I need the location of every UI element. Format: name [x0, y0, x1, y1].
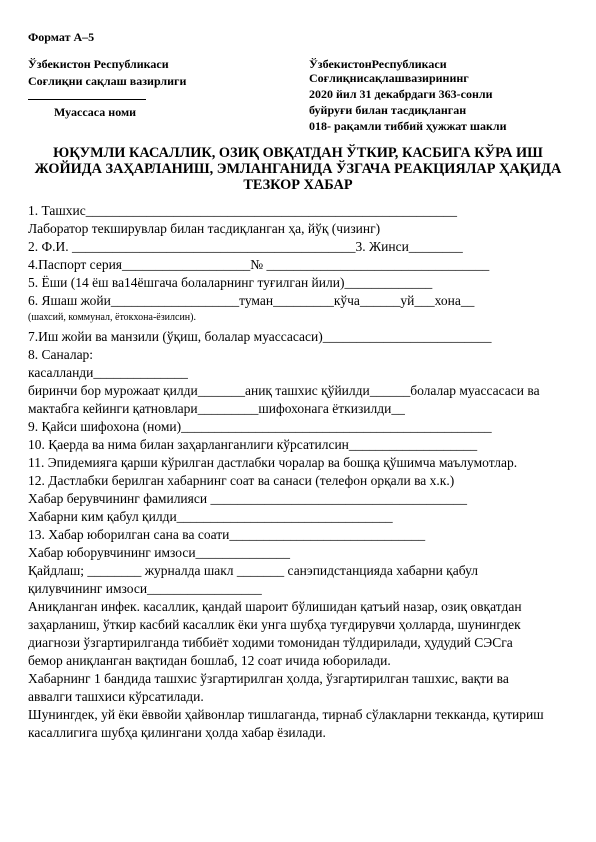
field-received-by: Хабарни ким қабул қилди________________________________ — [28, 509, 393, 524]
note-line4: бемор аниқланган вақтидан бошлаб, 12 соат ичида юборилади. — [28, 653, 391, 668]
note-line6: аввалги ташхиси кўрсатилади. — [28, 689, 204, 704]
right-header-line5: 018- рақамли тиббий ҳужжат шакли — [309, 119, 507, 133]
field-diagnosis: 1. Ташхис_______________________________________________________ — [28, 203, 458, 218]
field-sender-signature: Хабар юборувчининг имзоси______________ — [28, 545, 291, 560]
field-passport: 4.Паспорт серия___________________№ _________________________________ — [28, 257, 490, 272]
field-receiver-signature: қилувчининг имзоси_________________ — [28, 581, 262, 596]
field-registration: Қайдлаш; ________ журналда шакл _______ санэпидстанцияда хабарни қабул — [28, 563, 478, 578]
document-title-line3: ТЕЗКОР ХАБАР — [243, 177, 353, 193]
field-age: 5. Ёши (14 ёш ва14ёшгача болаларнинг туғилган йили)_____________ — [28, 275, 433, 290]
field-reporter-surname: Хабар берувчининг фамилияси ______________________________________ — [28, 491, 467, 506]
left-header-line2: Соғлиқни сақлаш вазирлиги — [28, 74, 187, 88]
note-line5: Хабарнинг 1 бандида ташхис ўзгартирилган ҳолда, ўзгартирилган ташхис, вақти ва — [28, 671, 509, 686]
field-poisoning: 10. Қаерда ва нима билан заҳарланганлиги кўрсатилсин___________________ — [28, 437, 478, 452]
field-dates: 8. Саналар: — [28, 347, 94, 362]
field-hospital: 9. Қайси шифохона (номи)______________________________________________ — [28, 419, 492, 434]
right-header-line2: Соғлиқнисақлашвазирининг — [309, 71, 469, 85]
field-first-visit: биринчи бор мурожаат қилди_______аниқ ташхис қўйилди______болалар муассасаси ва — [28, 383, 540, 398]
field-lab-confirmed: Лаборатор текширувлар билан тасдиқланган ҳа, йўқ (чизинг) — [28, 221, 381, 236]
note-line7: Шунингдек, уй ёки ёввойи ҳайвонлар тишлаганда, тирнаб сўлакларни текканда, қутириш — [28, 707, 544, 722]
note-line8: касаллигига шубҳа қилингани ҳолда хабар ёзилади. — [28, 725, 326, 740]
right-header-line1: ЎзбекистонРеспубликаси — [309, 57, 447, 71]
left-header-line1: Ўзбекистон Республикаси — [28, 57, 169, 71]
field-residence-note: (шахсий, коммунал, ётокхона-ёзилсин). — [28, 312, 196, 323]
field-school-attendance: мактабга кейинги қатновлари_________шифохонага ёткизилди__ — [28, 401, 405, 416]
format-label: Формат А–5 — [28, 30, 95, 44]
institution-name-label: Муассаса номи — [54, 105, 137, 119]
field-residence: 6. Яшаш жойи___________________туман_________кўча______уй___хона__ — [28, 293, 475, 308]
field-initial-report: 12. Дастлабки берилган хабарнинг соат ва санаси (телефон орқали ва х.к.) — [28, 473, 455, 488]
field-workplace: 7.Иш жойи ва манзили (ўқиш, болалар муассасаси)_________________________ — [28, 329, 492, 344]
note-line3: диагнози ўзгартирилганда тиббиёт ходими томонидан тўлдирилади, ҳудудий СЭСга — [28, 635, 513, 650]
field-measures: 11. Эпидемияга қарши кўрилган дастлабки чоралар ва бошқа қўшимча маълумотлар. — [28, 455, 518, 470]
field-fell-ill: касалланди______________ — [28, 365, 188, 380]
note-line1: Аниқланган инфек. касаллик, қандай шароит бўлишидан қатъий назар, озиқ овқатдан — [28, 599, 522, 614]
field-name-gender: 2. Ф.И. __________________________________________3. Жинси________ — [28, 239, 463, 254]
document-title-line1: ЮҚУМЛИ КАСАЛЛИК, ОЗИҚ ОВҚАТДАН ЎТКИР, КАСБИГА КЎРА ИШ — [53, 145, 543, 161]
note-line2: заҳарланиш, ўткир касбий касаллик ёки унга шубҳа туғдирувчи ҳолларда, шунингдек — [28, 617, 521, 632]
right-header-line4: буйруғи билан тасдиқланган — [309, 103, 467, 117]
field-sent-date: 13. Хабар юборилган сана ва соати_____________________________ — [28, 527, 426, 542]
institution-name-line — [28, 99, 146, 100]
document-title-line2: ЖОЙИДА ЗАҲАРЛАНИШ, ЭМЛАНГАНИДА ЎЗГАЧА РЕАКЦИЯЛАР ҲАҚИДА — [34, 161, 562, 177]
right-header-line3: 2020 йил 31 декабрдаги 363-сонли — [309, 87, 493, 101]
